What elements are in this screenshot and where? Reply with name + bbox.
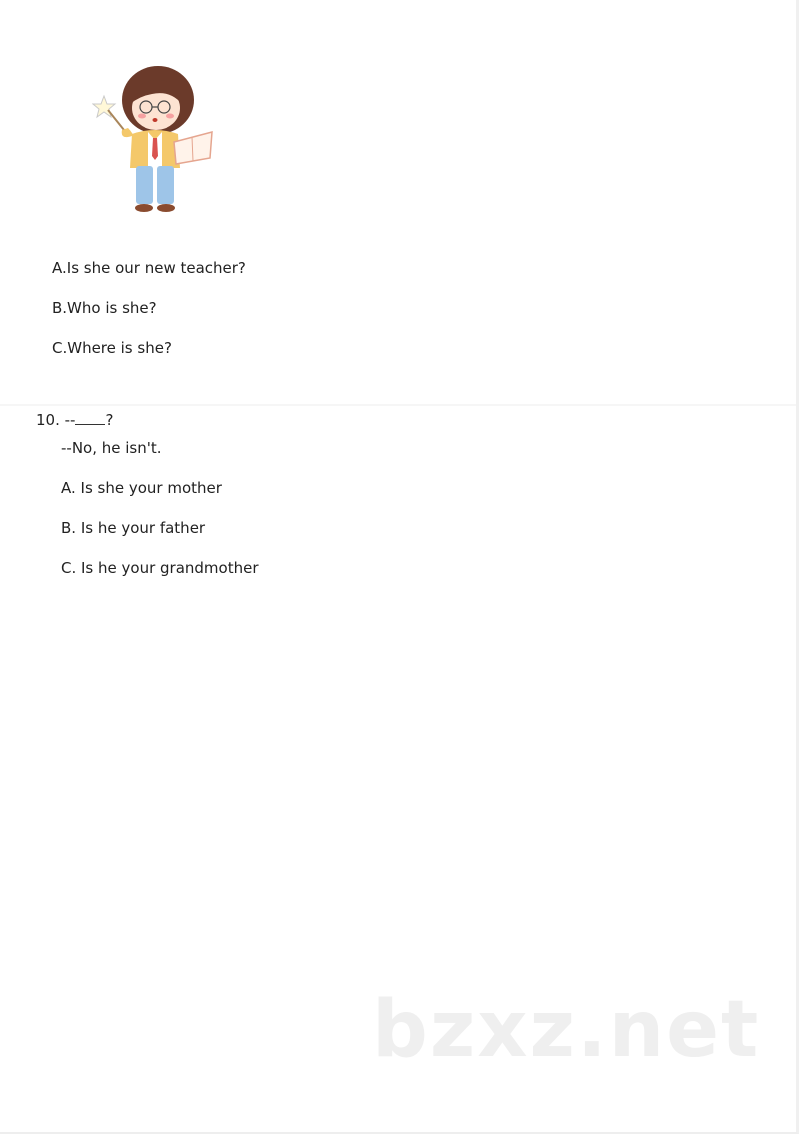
option-c: C. Is he your grandmother [61,559,259,577]
option-c: C.Where is she? [52,339,172,357]
question-10 [36,410,259,598]
teacher-illustration [92,60,222,218]
question-10-stem [36,410,259,438]
answer-blank [75,410,105,425]
section-divider [0,404,796,406]
prompt-prefix: -- [64,411,76,429]
watermark: bzxz.net [372,985,761,1075]
question-10-reply: --No, he isn't. [61,439,162,457]
option-b: B.Who is she? [52,299,157,317]
question-number: 10. [36,411,60,429]
option-a: A. Is she your mother [61,479,222,497]
prompt-suffix: ? [105,411,114,429]
question-9-options [52,258,246,378]
option-b: B. Is he your father [61,519,206,537]
option-a: A.Is she our new teacher? [52,259,246,277]
